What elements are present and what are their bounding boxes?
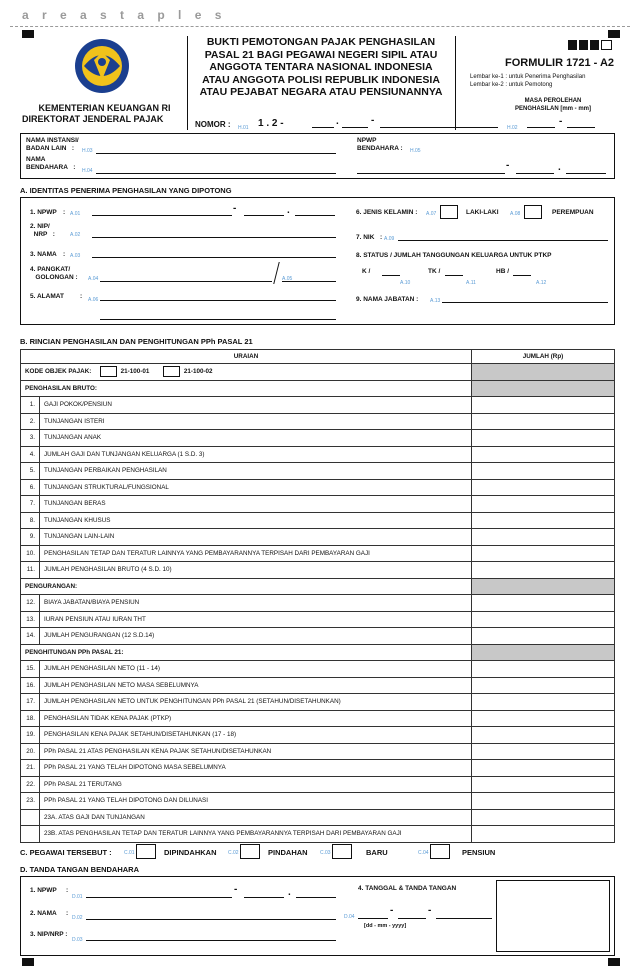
d-npwp-hint: D.01 xyxy=(72,894,83,900)
bendahara-nama-field[interactable] xyxy=(86,912,336,920)
pangkat-label: 4. PANGKAT/ GOLONGAN : xyxy=(30,266,78,281)
instansi-name-field[interactable] xyxy=(96,146,336,154)
table-row: 1. GAJI POKOK/PENSIUN xyxy=(21,397,615,414)
ptkp-status-label: 8. STATUS / JUMLAH TANGGUNGAN KELUARGA UNTUK PTKP xyxy=(356,252,552,259)
c-hint-2: C.02 xyxy=(228,850,239,856)
bendahara-npwp-field-3[interactable] xyxy=(296,890,336,898)
amount-field[interactable] xyxy=(472,776,615,793)
jabatan-label: 9. NAMA JABATAN : xyxy=(356,296,419,303)
dipindahkan-checkbox[interactable] xyxy=(136,844,156,859)
recipient-npwp-label: 1. NPWP xyxy=(30,209,57,216)
income-table xyxy=(20,349,615,843)
nomor-hint: H.01 xyxy=(238,125,249,131)
bruto-header: PENGHASILAN BRUTO: xyxy=(21,380,472,397)
amount-field[interactable] xyxy=(472,611,615,628)
nik-hint: A.09 xyxy=(384,236,395,242)
date-day-field[interactable] xyxy=(358,911,388,919)
amount-field[interactable] xyxy=(472,529,615,546)
npwp-bendahara-field-3[interactable] xyxy=(566,166,606,174)
table-row: 16. JUMLAH PENGHASILAN NETO MASA SEBELUMNYA xyxy=(21,677,615,694)
section-a-title: A. IDENTITAS PENERIMA PENGHASILAN YANG DIPOTONG xyxy=(20,186,232,195)
npwp-bendahara-field-1[interactable] xyxy=(357,166,505,174)
amount-field[interactable] xyxy=(472,397,615,414)
golongan-hint: A.05 xyxy=(282,276,293,282)
ptkp-k-hint: A.10 xyxy=(400,280,411,286)
ministry-name: KEMENTERIAN KEUANGAN RI xyxy=(38,103,171,113)
recipient-npwp-field-1[interactable] xyxy=(92,208,232,216)
col-jumlah: JUMLAH (Rp) xyxy=(472,350,615,364)
table-row: 18. PENGHASILAN TIDAK KENA PAJAK (PTKP) xyxy=(21,710,615,727)
section-b-title: B. RINCIAN PENGHASILAN DAN PENGHITUNGAN PPh PASAL 21 xyxy=(20,337,253,346)
ptkp-tk-field[interactable] xyxy=(445,268,463,276)
bendahara-name-field[interactable] xyxy=(96,166,336,174)
kode-row xyxy=(21,364,615,381)
pangkat-hint: A.04 xyxy=(88,276,99,282)
ptkp-tk-label: TK / xyxy=(428,268,441,275)
recipient-npwp-field-2[interactable] xyxy=(244,208,284,216)
gender-female-checkbox[interactable] xyxy=(524,205,542,219)
ptkp-hb-label: HB / xyxy=(496,268,509,275)
table-row: 8. TUNJANGAN KHUSUS xyxy=(21,512,615,529)
amount-field[interactable] xyxy=(472,430,615,447)
d-nama-hint: D.02 xyxy=(72,915,83,921)
amount-field[interactable] xyxy=(472,463,615,480)
bendahara-hint: H.04 xyxy=(82,168,93,174)
table-row: 17. JUMLAH PENGHASILAN NETO UNTUK PENGHITUNGAN PPh PASAL 21 (SETAHUN/DISETAHUNKAN) xyxy=(21,694,615,711)
registration-mark xyxy=(22,958,34,966)
kode-label: KODE OBJEK PAJAK: xyxy=(25,368,92,376)
gender-hint-2: A.08 xyxy=(510,211,521,217)
golongan-field[interactable] xyxy=(282,274,336,282)
table-row: 21. PPh PASAL 21 YANG TELAH DIPOTONG MASA SEBELUMNYA xyxy=(21,760,615,777)
nomor-prefix: 1 . 2 - xyxy=(258,118,284,129)
amount-field[interactable] xyxy=(472,512,615,529)
table-row: 15. JUMLAH PENGHASILAN NETO (11 - 14) xyxy=(21,661,615,678)
alamat-label: 5. ALAMAT xyxy=(30,293,64,300)
pph-header: PENGHITUNGAN PPh PASAL 21: xyxy=(21,644,472,661)
table-row: 10. PENGHASILAN TETAP DAN TERATUR LAINNYA YANG PEMBAYARANNYA TERPISAH DARI PEMBAYARAN GAJI xyxy=(21,545,615,562)
recipient-nip-hint: A.02 xyxy=(70,232,81,238)
c-hint-1: C.01 xyxy=(124,850,135,856)
table-row: 11. JUMLAH PENGHASILAN BRUTO (4 S.D. 10) xyxy=(21,562,615,579)
table-row: 22. PPh PASAL 21 TERUTANG xyxy=(21,776,615,793)
recipient-npwp-field-3[interactable] xyxy=(295,208,335,216)
bendahara-name-label: NAMA BENDAHARA : xyxy=(26,156,76,171)
pindahan-checkbox[interactable] xyxy=(240,844,260,859)
amount-field[interactable] xyxy=(472,826,615,843)
amount-field[interactable] xyxy=(472,413,615,430)
gender-male-label: LAKI-LAKI xyxy=(466,209,499,216)
table-row: 9. TUNJANGAN LAIN-LAIN xyxy=(21,529,615,546)
signature-date-label: 4. TANGGAL & TANDA TANGAN xyxy=(358,885,457,892)
period-label: MASA PEROLEHAN PENGHASILAN [mm - mm] xyxy=(515,98,592,112)
date-year-field[interactable] xyxy=(436,911,492,919)
directorate-name: DIREKTORAT JENDERAL PAJAK xyxy=(22,114,164,124)
table-row: 20. PPh PASAL 21 ATAS PENGHASILAN KENA PAJAK SETAHUN/DISETAHUNKAN xyxy=(21,743,615,760)
gender-female-label: PEREMPUAN xyxy=(552,209,594,216)
registration-mark xyxy=(608,958,620,966)
registration-mark xyxy=(608,30,620,38)
form-number: FORMULIR 1721 - A2 xyxy=(505,57,615,69)
nomor-label: NOMOR : xyxy=(195,120,231,129)
npwp-bendahara-hint: H.05 xyxy=(410,148,421,154)
pangkat-field[interactable] xyxy=(100,274,272,282)
period-start-field[interactable] xyxy=(527,120,555,128)
table-row: 6. TUNJANGAN STRUKTURAL/FUNGSIONAL xyxy=(21,479,615,496)
pensiun-checkbox[interactable] xyxy=(430,844,450,859)
period-end-field[interactable] xyxy=(567,120,595,128)
baru-label: BARU xyxy=(366,848,388,857)
section-c-label: C. PEGAWAI TERSEBUT : xyxy=(20,848,112,857)
baru-checkbox[interactable] xyxy=(332,844,352,859)
jabatan-hint: A.13 xyxy=(430,298,441,304)
nik-label: 7. NIK xyxy=(356,234,375,241)
npwp-bendahara-field-2[interactable] xyxy=(516,166,554,174)
amount-field[interactable] xyxy=(472,727,615,744)
amount-field[interactable] xyxy=(472,694,615,711)
amount-field[interactable] xyxy=(472,628,615,645)
ptkp-k-field[interactable] xyxy=(382,268,400,276)
bendahara-nip-field[interactable] xyxy=(86,933,336,941)
alamat-field-2[interactable] xyxy=(100,312,336,320)
table-row: 23B. ATAS PENGHASILAN TETAP DAN TERATUR LAINNYA YANG PEMBAYARANNYA TERPISAH DARI PEMBAYARAN GAJI xyxy=(21,826,615,843)
ptkp-tk-hint: A.11 xyxy=(466,280,476,286)
signature-box[interactable] xyxy=(496,880,610,952)
pindahan-label: PINDAHAN xyxy=(268,848,308,857)
nomor-field-3[interactable] xyxy=(380,120,498,128)
recipient-nip-label: 2. NIP/ NRP : xyxy=(30,223,55,238)
instansi-name-label: NAMA INSTANSI/ BADAN LAIN : xyxy=(26,137,79,152)
date-format-hint: [dd - mm - yyyy] xyxy=(364,923,407,929)
d-ttd-hint: D.04 xyxy=(344,914,355,920)
amount-field[interactable] xyxy=(472,595,615,612)
table-row: 13. IURAN PENSIUN ATAU IURAN THT xyxy=(21,611,615,628)
table-row: 3. TUNJANGAN ANAK xyxy=(21,430,615,447)
nomor-field-1[interactable] xyxy=(312,120,334,128)
d-nip-hint: D.03 xyxy=(72,937,83,943)
recipient-npwp-hint: A.01 xyxy=(70,211,81,217)
ministry-logo xyxy=(72,36,132,96)
amount-field[interactable] xyxy=(472,793,615,810)
sheet-info: Lembar ke-1 : untuk Penerima Penghasilan Lembar ke-2 : untuk Pemotong xyxy=(470,74,586,88)
bendahara-npwp-field-2[interactable] xyxy=(244,890,284,898)
instansi-hint: H.03 xyxy=(82,148,93,154)
c-hint-3: C.03 xyxy=(320,850,331,856)
jabatan-field[interactable] xyxy=(442,295,608,303)
table-row: 7. TUNJANGAN BERAS xyxy=(21,496,615,513)
bendahara-nip-label: 3. NIP/NRP : xyxy=(30,931,68,938)
bendahara-npwp-label: 1. NPWP xyxy=(30,887,57,894)
table-row: 19. PENGHASILAN KENA PAJAK SETAHUN/DISETAHUNKAN (17 - 18) xyxy=(21,727,615,744)
recipient-name-hint: A.03 xyxy=(70,253,81,259)
amount-field[interactable] xyxy=(472,760,615,777)
amount-field[interactable] xyxy=(472,661,615,678)
date-month-field[interactable] xyxy=(398,911,426,919)
amount-field[interactable] xyxy=(472,562,615,579)
kode1-label: 21-100-01 xyxy=(120,368,150,376)
amount-field[interactable] xyxy=(472,743,615,760)
amount-field[interactable] xyxy=(472,809,615,826)
table-row: 5. TUNJANGAN PERBAIKAN PENGHASILAN xyxy=(21,463,615,480)
amount-field[interactable] xyxy=(472,479,615,496)
bendahara-npwp-field-1[interactable] xyxy=(86,890,232,898)
registration-mark xyxy=(22,30,34,38)
pensiun-label: PENSIUN xyxy=(462,848,496,857)
ptkp-hb-hint: A.12 xyxy=(536,280,547,286)
amount-field[interactable] xyxy=(472,446,615,463)
bendahara-nama-label: 2. NAMA xyxy=(30,910,57,917)
c-hint-4: C.04 xyxy=(418,850,429,856)
alamat-field-1[interactable] xyxy=(100,293,336,301)
recipient-name-label: 3. NAMA xyxy=(30,251,57,258)
amount-field[interactable] xyxy=(472,545,615,562)
ptkp-hb-field[interactable] xyxy=(513,268,531,276)
kode2-label: 21-100-02 xyxy=(183,368,213,376)
table-row: 23A. ATAS GAJI DAN TUNJANGAN xyxy=(21,809,615,826)
pengurangan-header: PENGURANGAN: xyxy=(21,578,472,595)
kode2-checkbox[interactable] xyxy=(163,366,180,377)
gender-label: 6. JENIS KELAMIN : xyxy=(356,209,418,216)
table-row: 23. PPh PASAL 21 YANG TELAH DIPOTONG DAN DILUNASI xyxy=(21,793,615,810)
gender-male-checkbox[interactable] xyxy=(440,205,458,219)
amount-field[interactable] xyxy=(472,496,615,513)
watermark-text: a r e a s t a p l e s xyxy=(22,8,227,22)
dipindahkan-label: DIPINDAHKAN xyxy=(164,848,217,857)
table-row: 4. JUMLAH GAJI DAN TUNJANGAN KELUARGA (1 S.D. 3) xyxy=(21,446,615,463)
ptkp-k-label: K / xyxy=(362,268,371,275)
nik-field[interactable] xyxy=(398,233,608,241)
form-title: BUKTI PEMOTONGAN PAJAK PENGHASILAN PASAL 21 BAGI PEGAWAI NEGERI SIPIL ATAU ANGGOTA TENTARA NASIONAL INDONESIA ATAU ANGGOTA POLISI REPUBLIK INDONESIA ATAU PEJABAT NEGARA ATAU PENSIUNANNYA xyxy=(199,36,443,98)
alamat-hint: A.06 xyxy=(88,297,99,303)
table-row: 14. JUMLAH PENGURANGAN (12 S.D.14) xyxy=(21,628,615,645)
kode1-checkbox[interactable] xyxy=(100,366,117,377)
nomor-field-2[interactable] xyxy=(342,120,368,128)
table-row: 12. BIAYA JABATAN/BIAYA PENSIUN xyxy=(21,595,615,612)
section-d-title: D. TANDA TANGAN BENDAHARA xyxy=(20,865,140,874)
top-dashed-line xyxy=(10,26,630,27)
gender-hint-1: A.07 xyxy=(426,211,437,217)
col-uraian: URAIAN xyxy=(21,350,472,364)
amount-field[interactable] xyxy=(472,677,615,694)
form-code-blocks xyxy=(568,40,612,50)
recipient-name-field[interactable] xyxy=(92,250,336,258)
npwp-bendahara-label: NPWP BENDAHARA : xyxy=(357,137,403,152)
table-row: 2. TUNJANGAN ISTERI xyxy=(21,413,615,430)
period-hint: H.02 xyxy=(507,125,518,131)
recipient-nip-field[interactable] xyxy=(92,230,336,238)
amount-field[interactable] xyxy=(472,710,615,727)
